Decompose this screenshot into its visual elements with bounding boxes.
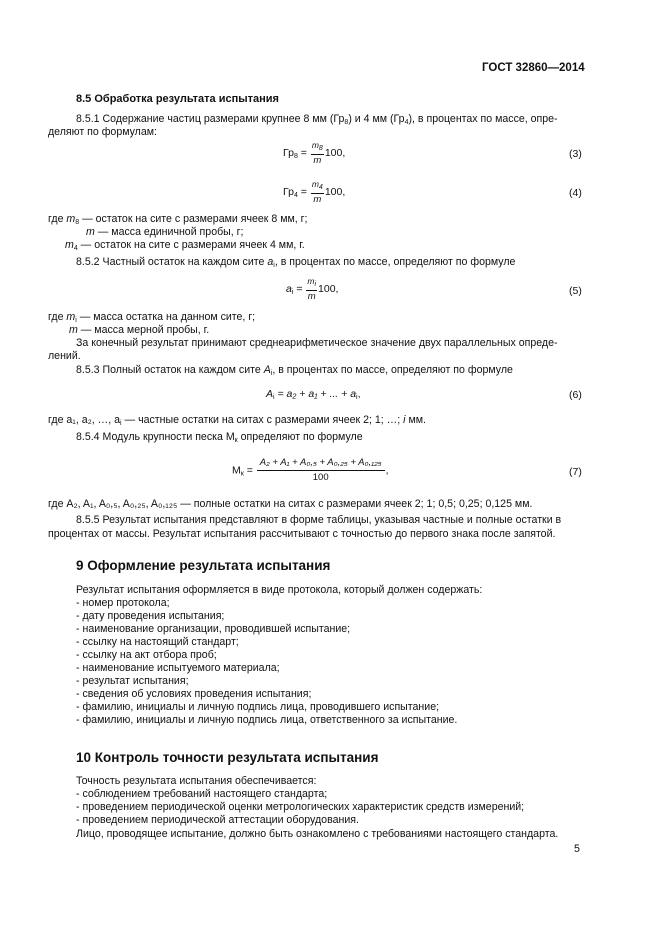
paragraph-8-5-3: 8.5.3 Полный остаток на каждом сите $A_i$, в процентах по массе, определяют по формуле	[76, 364, 513, 377]
where-m: m — масса единичной пробы, г;	[86, 226, 244, 238]
list-item: - дату проведения испытания;	[76, 610, 225, 622]
section-10-list	[76, 788, 524, 827]
section-9-list	[76, 597, 457, 727]
list-item: - соблюдением требований настоящего стандарта;	[76, 788, 328, 800]
list-item: - сведения об условиях проведения испытания;	[76, 688, 312, 700]
where-mi: где $m_i$ — масса остатка на данном сите, г;	[48, 311, 256, 324]
where-m-sample: m — масса мерной пробы, г.	[69, 324, 210, 336]
paragraph-8-5-1: 8.5.1 Содержание частиц размерами крупнее 8 мм $(Гр_8)$ и 4 мм $(Гр_4)$, в процентах по массе, опре-	[76, 113, 558, 126]
section-9-title: 9 Оформление результата испытания	[76, 558, 331, 573]
formula-4: $Гр_4$ = $\frac{m_4}{m}$ 100,	[283, 179, 346, 205]
formula-4-number: (4)	[569, 187, 582, 199]
paragraph-8-5-5-cont: процентах от массы. Результат испытания рассчитывают с точностью до первого знака после запятой.	[48, 528, 556, 540]
paragraph-8-5-1-cont: деляют по формулам:	[48, 126, 157, 138]
paragraph-final-result-cont: лений.	[48, 350, 81, 362]
list-item: - номер протокола;	[76, 597, 170, 609]
section-8-5-title: 8.5 Обработка результата испытания	[76, 93, 279, 105]
formula-7-number: (7)	[569, 466, 582, 478]
section-9-intro: Результат испытания оформляется в виде протокола, который должен содержать:	[76, 584, 483, 596]
section-10-intro: Точность результата испытания обеспечивается:	[76, 775, 317, 787]
where-full-residues: где A₂, A₁, A₀,₅, A₀,₂₅, A₀,₁₂₅ — полные остатки на ситах с размерами ячеек 2; 1; 0,5; 0,25; 0,125 мм.	[48, 498, 533, 510]
section-10-title: 10 Контроль точности результата испытания	[76, 750, 379, 765]
where-partial-residues: где a₁, a₂, …, $a_i$ — частные остатки на ситах с размерами ячеек 2; 1; …; i мм.	[48, 414, 426, 427]
formula-6: $A_i = a_2 + a_1$ + ... + $a_i$,	[266, 388, 361, 401]
page-number: 5	[574, 843, 580, 855]
list-item: - фамилию, инициалы и личную подпись лица, проводившего испытание;	[76, 701, 440, 713]
list-item: - наименование испытуемого материала;	[76, 662, 280, 674]
list-item: - ссылку на акт отбора проб;	[76, 649, 217, 661]
formula-7: $M_к$ = $\frac{\text{A₂ + A₁ + A₀,₅ + A₀,₂₅ + A₀,₁₂₅}}{100}$ ,	[232, 457, 389, 483]
list-item: - фамилию, инициалы и личную подпись лица, ответственного за испытание.	[76, 714, 458, 726]
list-item: - проведением периодической оценки метрологических характеристик средств измерений;	[76, 801, 525, 813]
formula-5: $a_i$ = $\frac{m_i}{m}$ 100,	[286, 276, 339, 302]
where-m8: где $m_8$ — остаток на сите с размерами ячеек 8 мм, г;	[48, 213, 308, 226]
list-item: - результат испытания;	[76, 675, 189, 687]
paragraph-8-5-5: 8.5.5 Результат испытания представляют в форме таблицы, указывая частные и полные остатки в	[76, 514, 562, 526]
list-item: - наименование организации, проводившей испытание;	[76, 623, 351, 635]
document-code: ГОСТ 32860—2014	[482, 62, 585, 74]
paragraph-8-5-4: 8.5.4 Модуль крупности песка $M_к$ определяют по формуле	[76, 431, 363, 444]
formula-3-number: (3)	[569, 148, 582, 160]
formula-6-number: (6)	[569, 389, 582, 401]
paragraph-8-5-2: 8.5.2 Частный остаток на каждом сите $a_i$, в процентах по массе, определяют по формуле	[76, 256, 516, 269]
list-item: - ссылку на настоящий стандарт;	[76, 636, 239, 648]
formula-3: $Гр_8$ = $\frac{m_8}{m}$ 100,	[283, 140, 346, 166]
formula-5-number: (5)	[569, 285, 582, 297]
where-m4: $m_4$ — остаток на сите с размерами ячеек 4 мм, г.	[65, 239, 305, 252]
list-item: - проведением периодической аттестации оборудования.	[76, 814, 359, 826]
section-10-closing: Лицо, проводящее испытание, должно быть ознакомлено с требованиями настоящего стандарта.	[76, 828, 559, 840]
paragraph-final-result: За конечный результат принимают среднеарифметическое значение двух параллельных опреде-	[76, 337, 558, 349]
